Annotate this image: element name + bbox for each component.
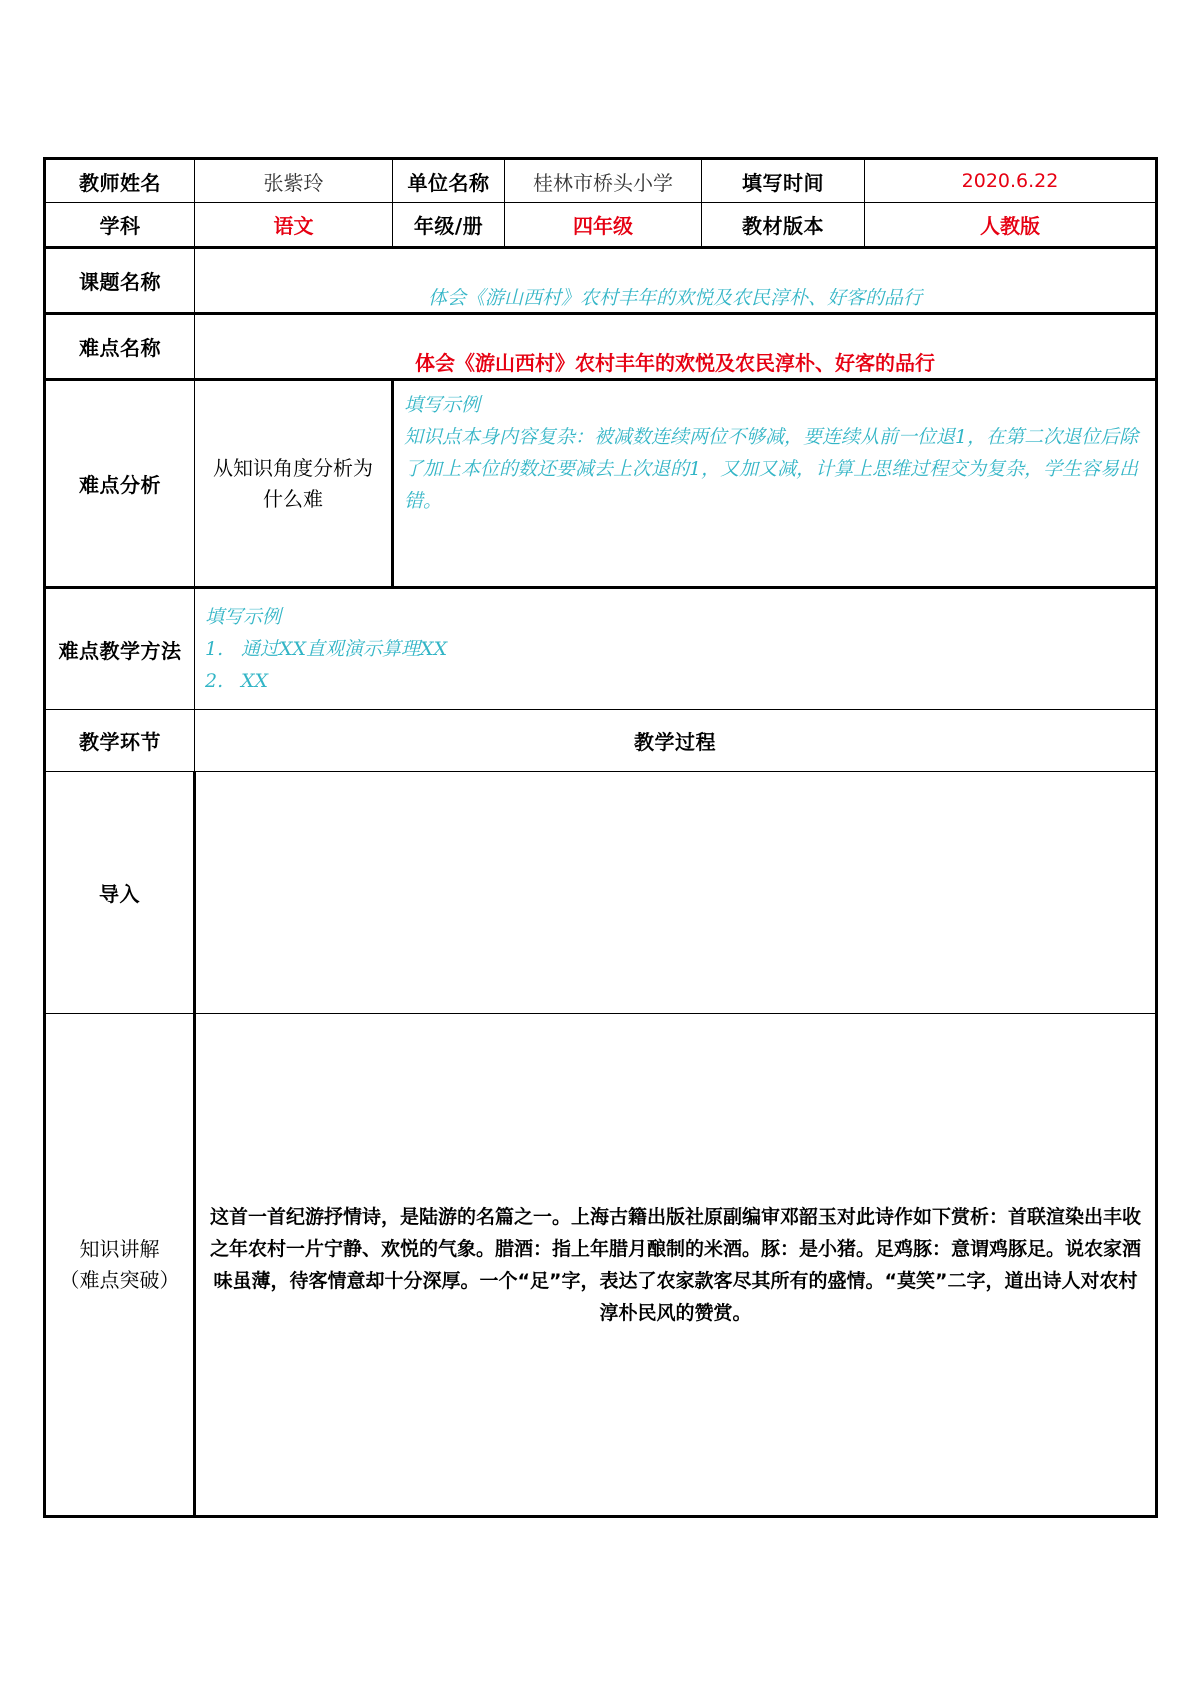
analysis-row [45, 380, 1157, 588]
knowledge-label: 知识讲解 [79, 1236, 160, 1261]
method-example-title: 填写示例 [205, 606, 282, 628]
method-item-text: XX [241, 670, 269, 692]
intro-row [45, 772, 1157, 1014]
intro-label: 导入 [45, 772, 195, 1014]
analysis-sub-label: 从知识角度分析为什么难 [213, 455, 373, 511]
textbook-value: 人教版 [865, 203, 1157, 248]
analysis-label: 难点分析 [45, 380, 195, 588]
teacher-value: 张紫玲 [195, 159, 393, 203]
method-item-text: 通过XX直观演示算理XX [241, 638, 448, 660]
knowledge-text: 这首一首纪游抒情诗，是陆游的名篇之一。上海古籍出版社原副编审邓韶玉对此诗作如下赏析：首联渲染出丰收之年农村一片宁静、欢悦的气象。腊酒：指上年腊月酿制的米酒。豚：是小猪。足鸡豚：意谓鸡豚足。说农家酒味虽薄，待客情意却十分深厚。一个“足”字，表达了农家款客尽其所有的盛情。“莫笑”二字，道出诗人对农村淳朴民风的赞赏。 [209, 1205, 1141, 1324]
analysis-example-block [394, 381, 1155, 517]
analysis-example-text: 知识点本身内容复杂：被减数连续两位不够减，要连续从前一位退1，在第二次退位后除了加上本位的数还要减去上次退的1，又加又减，计算上思维过程交为复杂，学生容易出错。 [404, 426, 1139, 512]
date-label: 填写时间 [702, 159, 865, 203]
textbook-label: 教材版本 [702, 203, 865, 248]
header-row-2 [45, 203, 1157, 248]
lesson-plan-table [43, 157, 1158, 1518]
method-item-number: 1. [205, 638, 224, 660]
unit-label: 单位名称 [393, 159, 505, 203]
subject-value: 语文 [195, 203, 393, 248]
method-block [195, 601, 1155, 697]
difficulty-label: 难点名称 [45, 314, 195, 380]
method-item [205, 633, 1145, 665]
topic-row [45, 248, 1157, 314]
knowledge-content-cell [195, 1014, 1157, 1517]
method-row [45, 588, 1157, 710]
grade-value: 四年级 [505, 203, 702, 248]
process-section-label: 教学环节 [45, 710, 195, 772]
difficulty-value: 体会《游山西村》农村丰年的欢悦及农民淳朴、好客的品行 [415, 351, 935, 375]
method-label: 难点教学方法 [45, 588, 195, 710]
grade-label: 年级/册 [393, 203, 505, 248]
knowledge-row [45, 1014, 1157, 1517]
knowledge-label-cell [45, 1014, 195, 1517]
difficulty-row [45, 314, 1157, 380]
analysis-example-cell [393, 380, 1157, 588]
analysis-sub-cell [195, 380, 393, 588]
teacher-label: 教师姓名 [45, 159, 195, 203]
lesson-plan-sheet [43, 157, 1155, 1518]
knowledge-sublabel: （难点突破） [59, 1267, 180, 1292]
method-item-number: 2. [205, 670, 224, 692]
process-section-value: 教学过程 [195, 710, 1157, 772]
analysis-example-title: 填写示例 [404, 394, 481, 416]
process-header-row [45, 710, 1157, 772]
unit-value: 桂林市桥头小学 [505, 159, 702, 203]
difficulty-cell [195, 314, 1157, 380]
method-item [205, 665, 1145, 697]
topic-label: 课题名称 [45, 248, 195, 314]
date-value: 2020.6.22 [865, 159, 1157, 203]
topic-value: 体会《游山西村》农村丰年的欢悦及农民淳朴、好客的品行 [427, 287, 922, 309]
header-row-1 [45, 159, 1157, 203]
topic-cell [195, 248, 1157, 314]
method-cell [195, 588, 1157, 710]
subject-label: 学科 [45, 203, 195, 248]
intro-content [195, 772, 1157, 1014]
